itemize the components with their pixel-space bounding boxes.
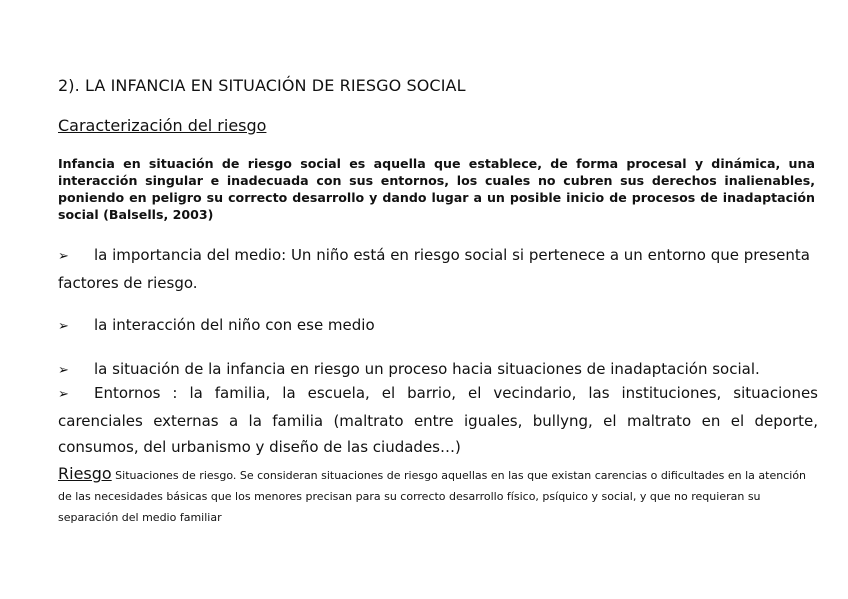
bullet-item-interaccion bbox=[58, 312, 818, 340]
bullet-item-importancia bbox=[58, 242, 818, 296]
arrow-bullet-icon: ➢ bbox=[58, 249, 69, 264]
bullet-text: Entornos : la familia, la escuela, el barrio, el vecindario, las instituciones, situaciones carenciales externas a la familia (maltrato entre iguales, bullyng, el maltrato en el deporte, consumos, del urbanismo y diseño de las ciudades…) bbox=[58, 384, 818, 456]
arrow-bullet-icon: ➢ bbox=[58, 363, 69, 378]
subheading-caracterizacion: Caracterización del riesgo bbox=[58, 116, 267, 135]
riesgo-title: Riesgo bbox=[58, 464, 112, 483]
riesgo-text: Situaciones de riesgo. Se consideran situaciones de riesgo aquellas en las que existan carencias o dificultades en la atención de las necesidades básicas que los menores precisan para su correcto desarrollo físico, psíquico y social, y que no requieran su separación del medio familiar bbox=[58, 469, 807, 524]
section-heading: 2). LA INFANCIA EN SITUACIÓN DE RIESGO SOCIAL bbox=[58, 76, 466, 95]
bullet-item-entornos bbox=[58, 380, 818, 460]
bullet-text: la interacción del niño con ese medio bbox=[94, 316, 375, 334]
bullet-text: la importancia del medio: Un niño está en riesgo social si pertenece a un entorno que presenta factores de riesgo. bbox=[58, 246, 810, 292]
arrow-bullet-icon: ➢ bbox=[58, 319, 69, 334]
bullet-text: la situación de la infancia en riesgo un proceso hacia situaciones de inadaptación social. bbox=[94, 360, 760, 378]
definition-paragraph: Infancia en situación de riesgo social es aquella que establece, de forma procesal y dinámica, una interacción singular e inadecuada con sus entornos, los cuales no cubren sus derechos inalienables, poniendo en peligro su correcto desarrollo y dando lugar a un posible inicio de procesos de inadaptación social (Balsells, 2003) bbox=[58, 156, 815, 222]
arrow-bullet-icon: ➢ bbox=[58, 387, 69, 402]
riesgo-paragraph bbox=[58, 463, 818, 528]
